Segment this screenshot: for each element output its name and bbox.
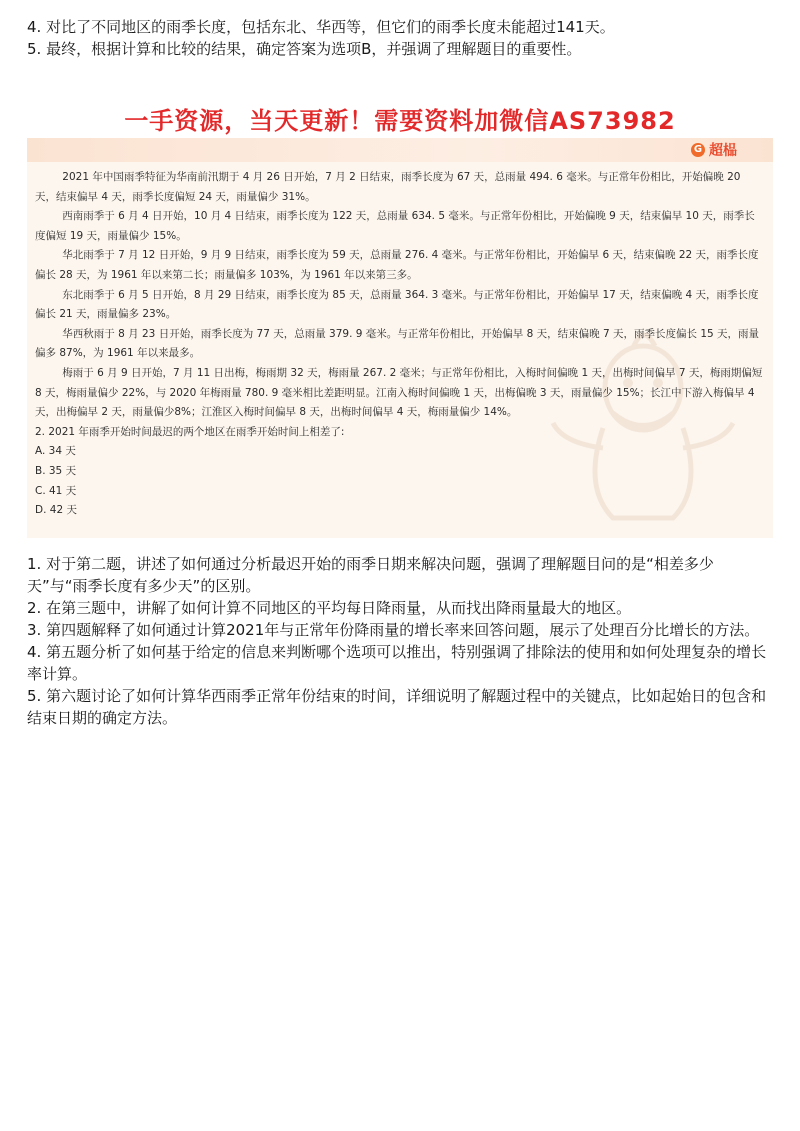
bottom-note-item: 3. 第四题解释了如何通过计算2021年与正常年份降雨量的增长率来回答问题，展示了处理百分比增长的方法。 (27, 621, 760, 639)
brand-name: 超榀 (709, 143, 737, 159)
passage-paragraph: 2021 年中国雨季特征为华南前汛期于 4 月 26 日开始，7 月 2 日结束，雨季长度为 67 天，总雨量 494. 6 毫米。与正常年份相比，开始偏晚 20 天，结束偏早 4 天，雨季长度偏短 24 天，雨量偏少 31%。 (35, 171, 741, 203)
embedded-question-image (27, 98, 773, 538)
top-note-item: 4. 对比了不同地区的雨季长度，包括东北、华西等，但它们的雨季长度未能超过141天。 (27, 18, 615, 36)
bottom-note-item: 2. 在第三题中，讲解了如何计算不同地区的平均每日降雨量，从而找出降雨量最大的地区。 (27, 599, 632, 617)
answer-option: B. 35 天 (35, 464, 77, 477)
promo-banner-text: 一手资源，当天更新！需要资料加微信AS73982 (124, 106, 676, 135)
bottom-note-item: 1. 对于第二题，讲述了如何通过分析最迟开始的雨季日期来解决问题，强调了理解题目问的是“相差多少天”与“雨季长度有多少天”的区别。 (27, 555, 714, 595)
answer-options (35, 442, 763, 520)
brand-logo (691, 140, 737, 160)
passage-paragraph: 梅雨于 6 月 9 日开始，7 月 11 日出梅，梅雨期 32 天，梅雨量 267. 2 毫米；与正常年份相比，入梅时间偏晚 1 天，出梅时间偏早 7 天，梅雨期偏短 8 天，梅雨量偏少 22%，与 2020 年梅雨量 780. 9 毫米相比差距明显。江南入梅时间偏晚 1 天，出梅偏晚 3 天，雨量偏少 15%；长江中下游入梅偏早 4 天，出梅偏早 2 天，雨量偏少8%；江淮区入梅时间偏早 8 天，出梅时间偏早 4 天，梅雨量偏少 14%。 (35, 366, 763, 419)
top-note-item: 5. 最终，根据计算和比较的结果，确定答案为选项B，并强调了理解题目的重要性。 (27, 40, 582, 58)
brand-strip (27, 138, 773, 162)
promo-banner (27, 98, 773, 138)
passage-paragraph: 西南雨季于 6 月 4 日开始，10 月 4 日结束，雨季长度为 122 天，总雨量 634. 5 毫米。与正常年份相比，开始偏晚 9 天，结束偏早 10 天，雨季长度偏短 19 天，雨量偏少 15%。 (35, 210, 755, 242)
answer-option: D. 42 天 (35, 504, 77, 517)
passage-paragraph: 东北雨季于 6 月 5 日开始，8 月 29 日结束，雨季长度为 85 天，总雨量 364. 3 毫米。与正常年份相比，开始偏早 17 天，结束偏晚 4 天，雨季长度偏长 21 天，雨量偏多 23%。 (35, 288, 759, 321)
bottom-note-item: 5. 第六题讨论了如何计算华西雨季正常年份结束的时间，详细说明了解题过程中的关键点，比如起始日的包含和结束日期的确定方法。 (27, 687, 767, 727)
passage-paragraph: 华北雨季于 7 月 12 日开始，9 月 9 日结束，雨季长度为 59 天，总雨量 276. 4 毫米。与正常年份相比，开始偏早 6 天，结束偏晚 22 天，雨季长度偏长 28 天，为 1961 年以来第二长；雨量偏多 103%，为 1961 年以来第三多。 (35, 249, 759, 281)
chaogui-logo-icon: G (691, 143, 705, 157)
question-stem: 2. 2021 年雨季开始时间最迟的两个地区在雨季开始时间上相差了: (35, 425, 345, 438)
question-passage (27, 162, 773, 521)
bottom-notes (27, 553, 772, 729)
passage-paragraph: 华西秋雨于 8 月 23 日开始，雨季长度为 77 天，总雨量 379. 9 毫米。与正常年份相比，开始偏早 8 天，结束偏晚 7 天，雨季长度偏长 15 天，雨量偏多 87%，为 1961 年以来最多。 (35, 327, 760, 360)
bottom-note-item: 4. 第五题分析了如何基于给定的信息来判断哪个选项可以推出，特别强调了排除法的使用和如何处理复杂的增长率计算。 (27, 643, 767, 683)
answer-option: A. 34 天 (35, 445, 76, 458)
answer-option: C. 41 天 (35, 484, 77, 497)
top-notes (27, 16, 777, 60)
